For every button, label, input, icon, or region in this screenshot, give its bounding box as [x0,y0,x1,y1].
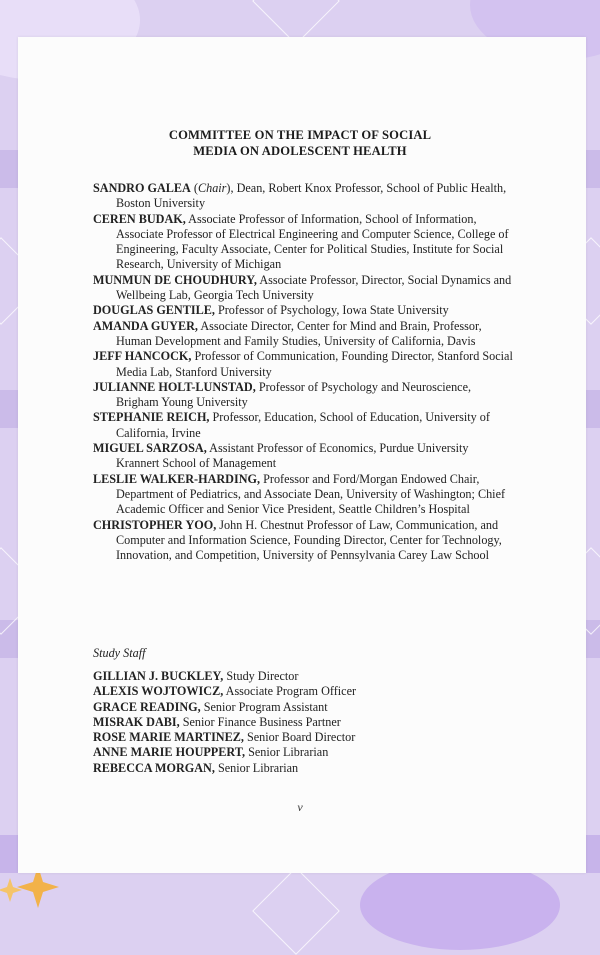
member-entry [93,472,513,518]
page-title [0,128,600,159]
member-name: STEPHANIE REICH, [93,410,210,425]
member-name: LESLIE WALKER-HARDING, [93,471,261,486]
member-details: Associate Professor, Director, Social Dynamics and Wellbeing Lab, Georgia Tech University [116,272,512,303]
committee-member-list [93,181,513,563]
staff-name: REBECCA MORGAN, [93,760,215,775]
member-name: SANDRO GALEA [93,181,191,195]
member-details: Associate Director, Center for Mind and Brain, Professor, Human Development and Family Studies, University of California, Davis [116,318,482,348]
role-note: ( [190,181,198,195]
member-name: MIGUEL SARZOSA, [93,441,207,456]
member-entry [93,319,513,350]
staff-name: GRACE READING, [93,699,201,714]
member-name: JULIANNE HOLT-LUNSTAD, [93,379,256,394]
member-name: CHRISTOPHER YOO, [93,517,217,532]
member-details: Professor of Psychology and Neuroscience, Brigham Young University [116,379,472,410]
member-details: Professor, Education, School of Education, University of California, Irvine [116,410,490,440]
member-details: Assistant Professor of Economics, Purdue University Krannert School of Management [116,441,469,471]
title-line-2: MEDIA ON ADOLESCENT HEALTH [193,143,407,158]
member-entry [93,349,513,380]
page-number: v [297,800,303,814]
staff-details: Senior Board Director [243,730,356,745]
staff-details: Study Director [223,669,299,683]
member-role: Chair [197,181,227,195]
study-staff-heading: Study Staff [93,646,146,660]
member-details: John H. Chestnut Professor of Law, Communication, and Computer and Information Science, Founding Director, Center for Technology, Innovation, and Competition, University of Pennsylvania Carey Law School [116,517,502,563]
staff-entry [93,700,513,715]
member-details: Professor of Psychology, Iowa State University [214,303,449,318]
member-name: AMANDA GUYER, [93,318,198,333]
staff-name: GILLIAN J. BUCKLEY, [93,669,224,683]
staff-details: Senior Librarian [245,745,329,760]
member-name: MUNMUN DE CHOUDHURY, [93,272,257,287]
staff-name: ROSE MARIE MARTINEZ, [93,730,244,745]
staff-details: Associate Program Officer [223,684,357,699]
staff-entry [93,761,513,776]
member-entry [93,518,513,564]
staff-entry [93,730,513,745]
staff-entry [93,715,513,730]
member-name: JEFF HANCOCK, [93,349,192,364]
staff-details: Senior Librarian [214,760,299,775]
staff-name: ANNE MARIE HOUPPERT, [93,745,246,760]
member-name: DOUGLAS GENTILE, [93,303,215,318]
member-details: Professor and Ford/Morgan Endowed Chair, Department of Pediatrics, and Associate Dean, University of Washington; Chief Academic Officer and Senior Vice President, Seattle Children’s Hospital [116,471,506,517]
staff-details: Senior Finance Business Partner [179,714,341,729]
member-entry [93,303,513,318]
member-entry [93,212,513,273]
member-entry [93,410,513,441]
staff-name: MISRAK DABI, [93,714,180,729]
staff-entry [93,669,513,684]
member-entry [93,441,513,472]
member-name: CEREN BUDAK, [93,211,186,226]
member-entry [93,273,513,304]
background-blob [360,860,560,950]
staff-entry [93,745,513,760]
study-staff-list [93,669,513,776]
staff-entry [93,684,513,699]
staff-name: ALEXIS WOJTOWICZ, [93,684,224,699]
member-entry [93,181,513,212]
member-details: Associate Professor of Information, School of Information, Associate Professor of Electrical Engineering and Computer Science, College of Engineering, Faculty Associate, Center for Political Studies, Institute for Social Research, University of Michigan [116,211,509,272]
title-line-1: COMMITTEE ON THE IMPACT OF SOCIAL [168,128,432,142]
member-entry [93,380,513,411]
member-details: ), Dean, Robert Knox Professor, School of Public Health, Boston University [116,181,507,211]
staff-details: Senior Program Assistant [200,699,328,714]
background-diamond [252,867,340,955]
member-details: Professor of Communication, Founding Director, Stanford Social Media Lab, Stanford University [116,349,513,379]
